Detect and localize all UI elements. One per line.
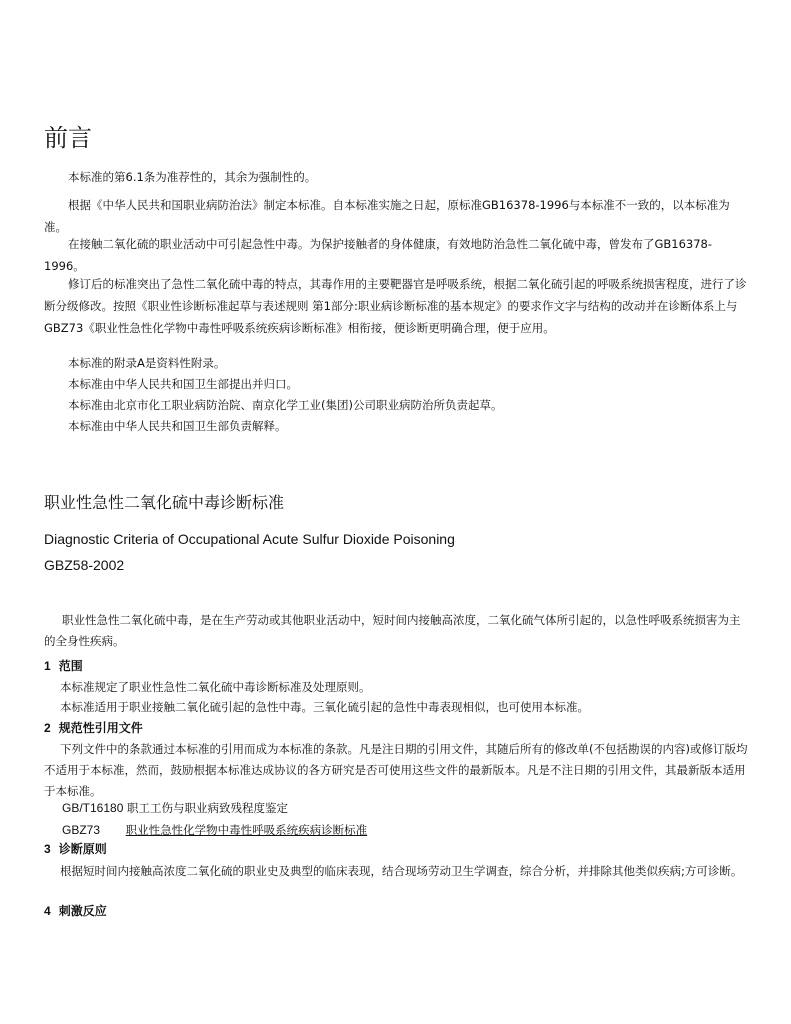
section-1-paragraph-1: 本标准规定了职业性急性二氧化硫中毒诊断标准及处理原则。 bbox=[60, 680, 371, 694]
preface-paragraph-4: 修订后的标准突出了急性二氧化硫中毒的特点，其毒作用的主要靶器官是呼吸系统，根据二氧化硫引起的呼吸系统损害程度，进行了诊断分级修改。按照《职业性诊断标准起草与表述规则 第1部分:职业病诊断标准的基本规定》的要求作文字与结构的改动并在诊断体系上与GBZ73《职业性急性化学物中毒性呼吸系统疾病诊断标准》相衔接，便诊断更明确合理，便于应用。 bbox=[44, 277, 747, 335]
reference-item bbox=[62, 800, 288, 816]
section-title: 范围 bbox=[58, 659, 83, 673]
preface-paragraph-5: 本标准的附录A是资料性附录。 bbox=[68, 356, 226, 370]
reference-item bbox=[62, 822, 367, 838]
section-title: 刺激反应 bbox=[58, 904, 107, 918]
section-title: 诊断原则 bbox=[58, 842, 107, 856]
reference-code: GB/T16180 bbox=[62, 801, 124, 815]
preface-paragraph-8: 本标准由中华人民共和国卫生部负责解释。 bbox=[68, 419, 287, 433]
standard-title-en: Diagnostic Criteria of Occupational Acute Sulfur Dioxide Poisoning bbox=[44, 531, 455, 547]
section-1-paragraph-2: 本标准适用于职业接触二氧化硫引起的急性中毒。三氧化硫引起的急性中毒表现相似，也可使用本标准。 bbox=[60, 700, 589, 714]
preface-title: 前言 bbox=[44, 124, 92, 152]
section-3-paragraph-1: 根据短时间内接触高浓度二氧化硫的职业史及典型的临床表现，结合现场劳动卫生学调查，综合分析，并排除其他类似疾病;方可诊断。 bbox=[60, 864, 743, 878]
section-1-heading bbox=[44, 657, 83, 674]
section-3-heading bbox=[44, 840, 107, 857]
preface-paragraph-6: 本标准由中华人民共和国卫生部提出并归口。 bbox=[68, 377, 298, 391]
standard-intro: 职业性急性二氧化硫中毒，是在生产劳动或其他职业活动中，短时间内接触高浓度，二氧化硫气体所引起的，以急性呼吸系统损害为主的全身性疾病。 bbox=[44, 613, 741, 648]
section-4-heading bbox=[44, 902, 107, 919]
preface-paragraph-3: 在接触二氧化硫的职业活动中可引起急性中毒。为保护接触者的身体健康，有效地防治急性二氧化硫中毒，曾发布了GB16378-1996。 bbox=[44, 237, 713, 273]
section-number: 3 bbox=[44, 842, 51, 856]
standard-title-cn: 职业性急性二氧化硫中毒诊断标准 bbox=[44, 493, 285, 512]
preface-paragraph-2: 根据《中华人民共和国职业病防治法》制定本标准。自本标准实施之日起，原标准GB16378-1996与本标准不一致的，以本标准为准。 bbox=[44, 198, 730, 234]
section-number: 2 bbox=[44, 721, 51, 735]
standard-code: GBZ58-2002 bbox=[44, 557, 125, 573]
reference-title: 职工工伤与职业病致残程度鉴定 bbox=[127, 801, 289, 815]
preface-paragraph-1: 本标准的第6.1条为准荐性的，其余为强制性的。 bbox=[68, 170, 317, 184]
section-number: 4 bbox=[44, 904, 51, 918]
section-number: 1 bbox=[44, 659, 51, 673]
section-2-heading bbox=[44, 719, 143, 736]
reference-code: GBZ73 bbox=[62, 823, 101, 837]
section-2-paragraph-1: 下列文件中的条款通过本标准的引用而成为本标准的条款。凡是注日期的引用文件，其随后所有的修改单(不包括勘误的内容)或修订版均不适用于本标准，然而，鼓励根据本标准达成协议的各方研究是否可使用这些文件的最新版本。凡是不注日期的引用文件，其最新版本适用于本标准。 bbox=[44, 742, 748, 798]
reference-link[interactable]: 职业性急性化学物中毒性呼吸系统疾病诊断标准 bbox=[125, 823, 368, 837]
preface-paragraph-7: 本标准由北京市化工职业病防治院、南京化学工业(集团)公司职业病防治所负责起草。 bbox=[68, 398, 503, 412]
section-title: 规范性引用文件 bbox=[58, 721, 143, 735]
